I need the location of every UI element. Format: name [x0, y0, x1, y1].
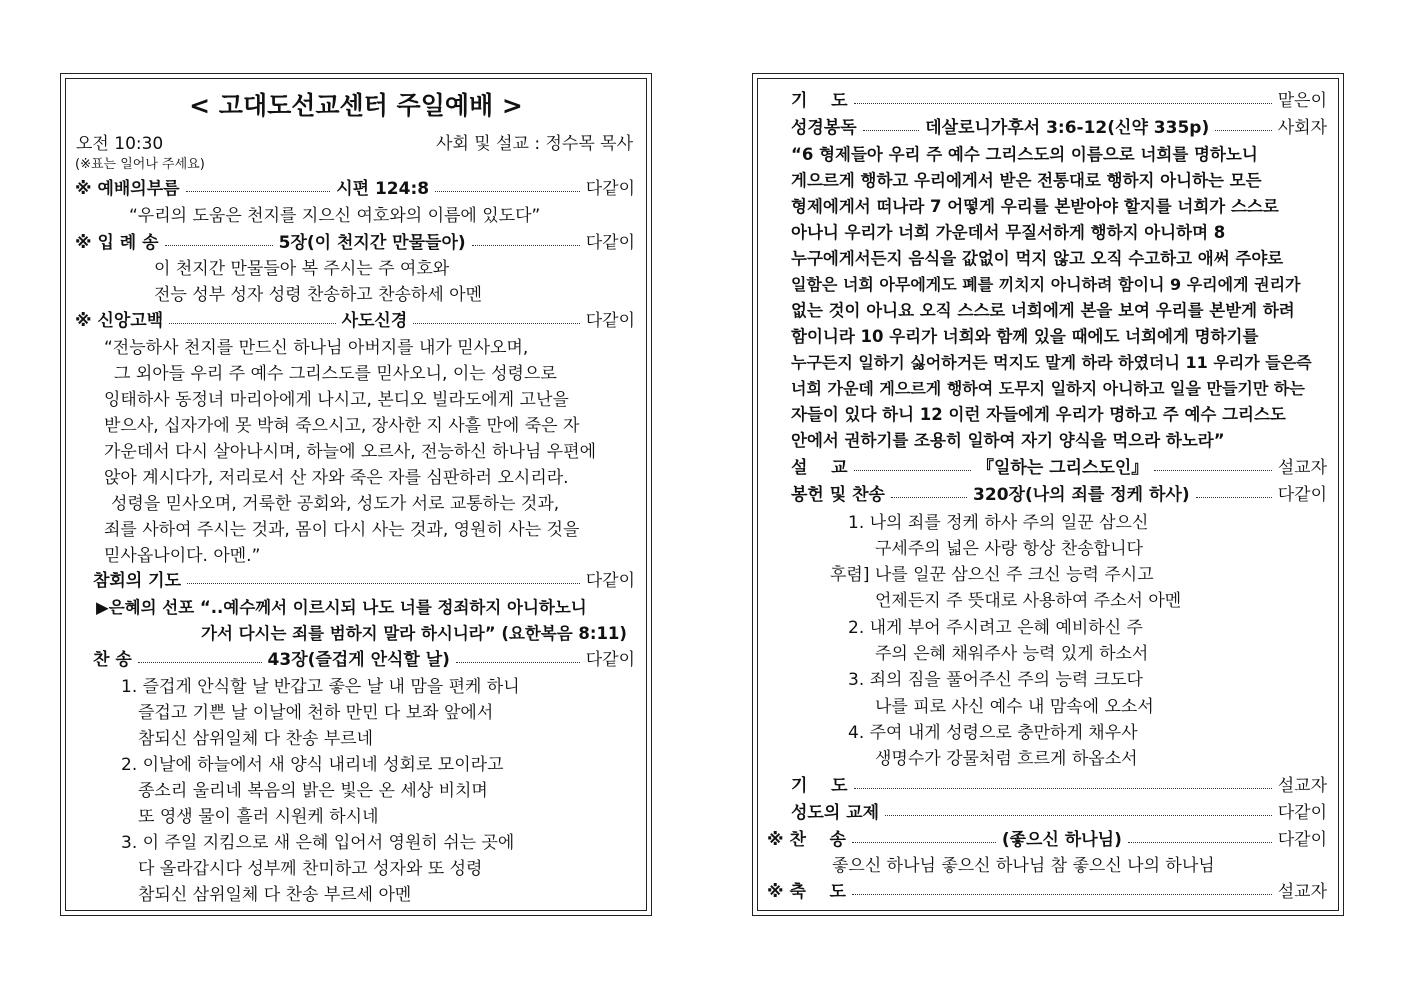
offering-hymn-line: 4. 주여 내게 성령으로 충만하게 채우사 — [848, 723, 1138, 743]
end: 다같이 — [1277, 830, 1327, 850]
end: 설교자 — [1277, 776, 1327, 796]
label: 찬 송 — [93, 650, 132, 670]
reading-line: 자들이 있다 하니 12 이런 자들에게 우리가 명하고 주 예수 그리스도 — [791, 405, 1286, 424]
row-creed — [75, 308, 635, 334]
reading-line: 누구든지 일하기 싫어하거든 먹지도 말게 하라 하였더니 11 우리가 들은즉 — [791, 353, 1312, 372]
standing-note: (※표는 일어나 주세요) — [75, 157, 205, 172]
dot-leader — [456, 662, 580, 663]
label: 봉헌 및 찬송 — [791, 485, 885, 505]
row-sermon — [791, 455, 1327, 481]
dot-leader — [165, 245, 273, 246]
creed-line: 받으사, 십자가에 못 박혀 죽으시고, 장사한 지 사흘 만에 죽은 자 — [104, 416, 580, 436]
row-prayer — [791, 88, 1327, 114]
reading-line: 일함은 너희 아무에게도 폐를 끼치지 아니하려 함이니 9 우리에게 권리가 — [791, 275, 1301, 294]
reading-line: 안에서 권하기를 조용히 일하여 자기 양식을 먹으라 하노라” — [791, 431, 1225, 450]
row-benediction — [767, 879, 1327, 905]
offering-hymn-line: 언제든지 주 뜻대로 사용하여 주소서 아멘 — [875, 591, 1182, 611]
creed-line: 믿사옵나이다. 아멘.” — [104, 546, 261, 566]
hymn-line: 2. 이날에 하늘에서 새 양식 내리네 성회로 모이라고 — [121, 755, 504, 775]
end: 설교자 — [1277, 882, 1327, 902]
right-panel — [752, 73, 1344, 916]
end: 다같이 — [1277, 803, 1327, 823]
row-prayer-2 — [791, 773, 1327, 799]
row-fellowship — [791, 800, 1327, 826]
middle: 사도신경 — [341, 311, 408, 331]
bulletin-title: < 고대도선교센터 주일예배 > — [189, 91, 523, 120]
middle: 320장(나의 죄를 정케 하사) — [973, 485, 1190, 505]
end: 사회자 — [1277, 118, 1328, 138]
reading-line: 없는 것이 아니요 오직 스스로 너희에게 본을 보여 우리를 본받게 하려 — [791, 301, 1295, 320]
hymn-line: 종소리 울리네 복음의 밝은 빛은 온 세상 비치며 — [138, 781, 488, 801]
row-call-to-worship — [75, 176, 635, 202]
creed-line: “전능하사 천지를 만드신 하나님 아버지를 내가 믿사오며, — [104, 338, 529, 358]
reading-line: 아나니 우리가 너희 가운데서 무질서하게 행하지 아니하며 8 — [791, 223, 1226, 242]
dot-leader — [1128, 842, 1272, 843]
reading-line: 함이니라 10 우리가 너희와 함께 있을 때에도 너희에게 명하기를 — [791, 327, 1259, 346]
dot-leader — [891, 497, 967, 498]
dot-leader — [854, 103, 1272, 104]
label: ※ 예배의부름 — [75, 179, 180, 199]
dot-leader — [138, 662, 262, 663]
middle: (좋으신 하나님) — [1001, 830, 1122, 850]
dot-leader — [472, 245, 580, 246]
hymn-line: 참되신 삼위일체 다 찬송 부르네 — [138, 729, 374, 749]
grace-declaration-line-2: 가서 다시는 죄를 범하지 말라 하시니라” (요한복음 8:11) — [201, 624, 627, 643]
dot-leader — [1154, 470, 1271, 471]
creed-line: 잉태하사 동정녀 마리아에게 나시고, 본디오 빌라도에게 고난을 — [104, 390, 569, 410]
offering-hymn-line: 3. 죄의 짐을 풀어주신 주의 능력 크도다 — [848, 670, 1143, 690]
row-offering-hymn — [791, 482, 1327, 508]
creed-line: 앉아 계시다가, 저리로서 산 자와 죽은 자를 심판하러 오시리라. — [104, 468, 569, 488]
entrance-line: 전능 성부 성자 성령 찬송하고 찬송하세 아멘 — [154, 285, 483, 305]
left-panel — [60, 73, 652, 916]
end: 다같이 — [585, 571, 635, 591]
creed-line: 가운데서 다시 살아나시며, 하늘에 오르사, 전능하신 하나님 우편에 — [104, 442, 597, 462]
offering-hymn-line: 생명수가 강물처럼 흐르게 하옵소서 — [875, 749, 1138, 769]
label: ※ 입 례 송 — [75, 233, 159, 253]
reading-line: “6 형제들아 우리 주 예수 그리스도의 이름으로 너희를 명하노니 — [791, 145, 1258, 164]
offering-hymn-line: 구세주의 넓은 사랑 항상 찬송합니다 — [875, 539, 1143, 559]
dot-leader — [169, 323, 335, 324]
dot-leader — [1215, 130, 1272, 131]
dot-leader — [852, 894, 1272, 895]
middle: 43장(즐겁게 안식할 날) — [267, 650, 450, 670]
dot-leader — [187, 583, 580, 584]
offering-hymn-line: 후렴] 나를 일꾼 삼으신 주 크신 능력 주시고 — [830, 565, 1154, 585]
row-hymn — [93, 647, 635, 673]
middle: 『일하는 그리스도인』 — [976, 458, 1149, 478]
dot-leader — [435, 191, 580, 192]
offering-hymn-line: 1. 나의 죄를 정케 하사 주의 일꾼 삼으신 — [848, 513, 1149, 533]
end: 다같이 — [585, 179, 636, 199]
label: 성경봉독 — [791, 118, 857, 138]
label: ※ 신앙고백 — [75, 311, 164, 331]
end: 맡은이 — [1277, 91, 1327, 111]
creed-line: 성령을 믿사오며, 거룩한 공회와, 성도가 서로 교통하는 것과, — [111, 494, 560, 514]
dot-leader — [885, 815, 1272, 816]
middle: 데살로니가후서 3:6-12(신약 335p) — [925, 118, 1210, 138]
label: ※ 찬 송 — [767, 830, 846, 850]
dot-leader — [413, 323, 579, 324]
label: ※ 축 도 — [767, 882, 846, 902]
creed-line: 죄를 사하여 주시는 것과, 몸이 다시 사는 것과, 영원히 사는 것을 — [104, 520, 580, 540]
offering-hymn-line: 나를 피로 사신 예수 내 맘속에 오소서 — [875, 697, 1154, 717]
hymn-line: 다 올라갑시다 성부께 찬미하고 성자와 또 성령 — [138, 859, 483, 879]
reading-line: 게으르게 행하고 우리에게서 받은 전통대로 행하지 아니하는 모든 — [791, 171, 1262, 190]
row-scripture-reading — [791, 115, 1327, 141]
hymn-line: 3. 이 주일 지킴으로 새 은혜 입어서 영원히 쉬는 곳에 — [121, 833, 515, 853]
creed-line: 그 외아들 우리 주 예수 그리스도를 믿사오니, 이는 성령으로 — [114, 364, 557, 384]
dot-leader — [854, 470, 971, 471]
reading-line: 너희 가운데 게으르게 행하여 도무지 일하지 아니하고 일을 만들기만 하는 — [791, 379, 1305, 398]
hymn-line: 즐겁고 기쁜 날 이날에 천하 만민 다 보좌 앞에서 — [138, 703, 494, 723]
end: 다같이 — [585, 311, 635, 331]
hymn-line: 1. 즐겁게 안식할 날 반갑고 좋은 날 내 맘을 편케 하니 — [121, 677, 520, 697]
label: 성도의 교제 — [791, 803, 880, 823]
end: 설교자 — [1277, 458, 1328, 478]
hymn-line: 또 영생 물이 흘러 시원케 하시네 — [138, 807, 379, 827]
middle: 시편 124:8 — [336, 179, 430, 199]
grace-declaration-line-1: ▶은혜의 선포 “..예수께서 이르시되 나도 너를 정죄하지 아니하노니 — [96, 598, 587, 617]
row-entrance-hymn — [75, 230, 635, 256]
row-hymn-2 — [767, 827, 1327, 853]
entrance-line: 이 천지간 만물들아 복 주시는 주 여호와 — [154, 259, 450, 279]
label: 기 도 — [791, 91, 848, 111]
dot-leader — [186, 191, 331, 192]
reading-line: 누구에게서든지 음식을 값없이 먹지 않고 오직 수고하고 애써 주야로 — [791, 249, 1284, 268]
hymn-line: 참되신 삼위일체 다 찬송 부르세 아멘 — [138, 885, 412, 905]
end: 다같이 — [585, 650, 635, 670]
row-repentance-prayer — [93, 568, 635, 594]
dot-leader — [854, 788, 1272, 789]
offering-hymn-line: 2. 내게 부어 주시려고 은혜 예비하신 주 — [848, 618, 1143, 638]
end: 다같이 — [1277, 485, 1327, 505]
label: 설 교 — [791, 458, 848, 478]
service-time: 오전 10:30 — [76, 134, 164, 154]
reading-line: 형제에게서 떠나라 7 어떻게 우리를 본받아야 할지를 너희가 스스로 — [791, 197, 1279, 216]
service-leader: 사회 및 설교 : 정수목 목사 — [436, 134, 633, 154]
offering-hymn-line: 주의 은혜 채워주사 능력 있게 하소서 — [875, 644, 1149, 664]
hymn-2-text: 좋으신 하나님 좋으신 하나님 참 좋으신 나의 하나님 — [832, 856, 1215, 876]
label: 참회의 기도 — [93, 571, 182, 591]
call-text: “우리의 도움은 천지를 지으신 여호와의 이름에 있도다” — [129, 206, 541, 226]
middle: 5장(이 천지간 만물들아) — [278, 233, 466, 253]
end: 다같이 — [585, 233, 636, 253]
dot-leader — [1196, 497, 1272, 498]
label: 기 도 — [791, 776, 848, 796]
dot-leader — [863, 130, 920, 131]
dot-leader — [852, 842, 996, 843]
